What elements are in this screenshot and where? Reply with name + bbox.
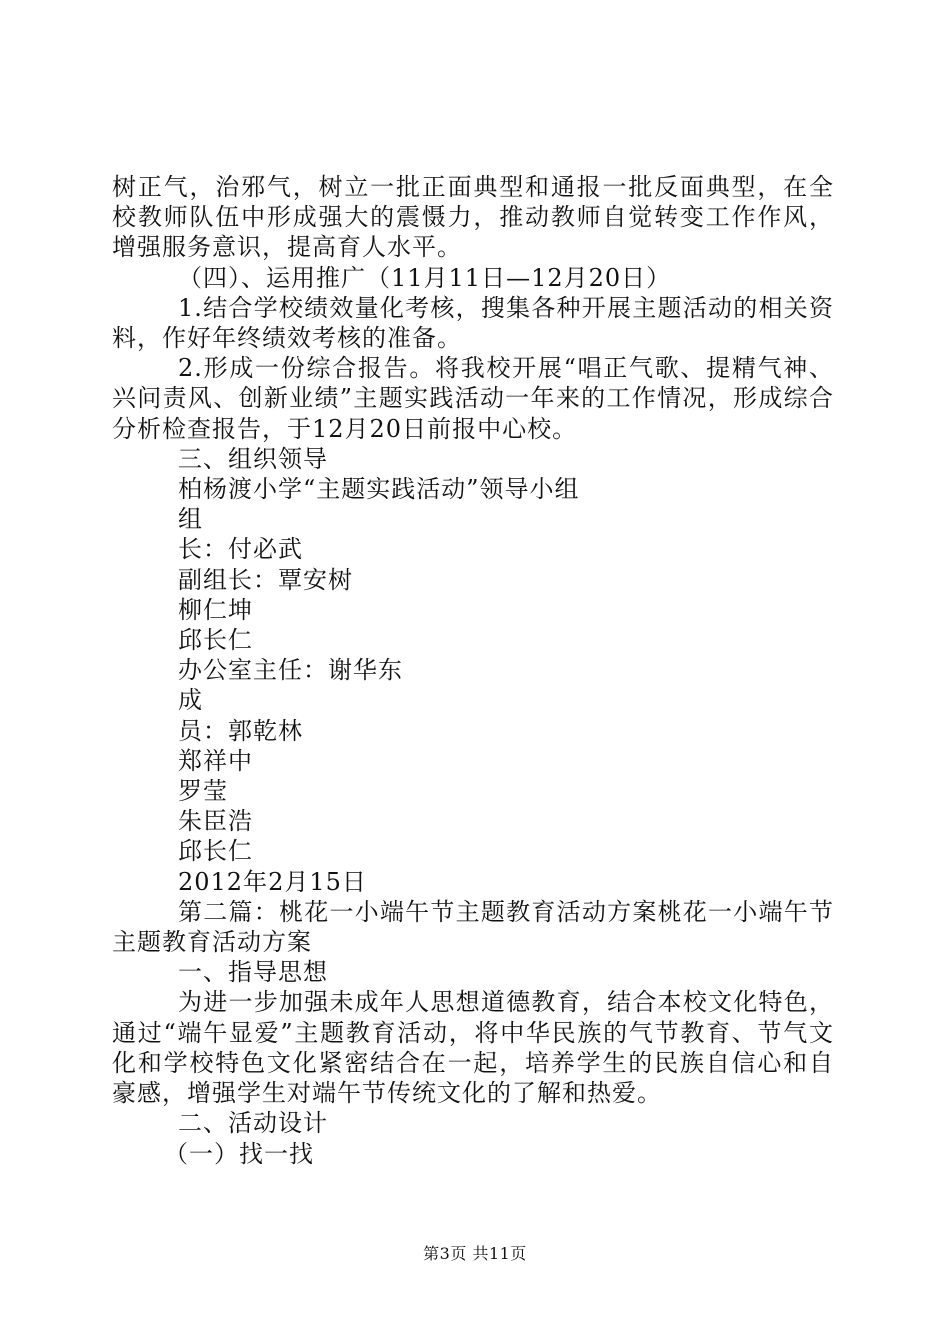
date-line: 2012年2月15日 (178, 867, 367, 896)
list-item: 长：付必武 (178, 535, 303, 564)
list-item: 成 (178, 686, 203, 715)
document-body (112, 172, 834, 1169)
list-item: 组 (178, 505, 203, 534)
list-item: 郑祥中 (178, 746, 253, 775)
chapter-title: 第二篇：桃花一小端午节主题教育活动方案桃花一小端午节主题教育活动方案 (112, 897, 834, 957)
list-item: 邱长仁 (178, 837, 253, 866)
list-item: 员：郭乾林 (178, 716, 303, 745)
paragraph: 2.形成一份综合报告。将我校开展“唱正气歌、提精气神、兴问责风、创新业绩”主题实践活动一年来的工作情况，形成综合分析检查报告，于12月20日前报中心校。 (112, 354, 834, 443)
list-item: 办公室主任：谢华东 (178, 656, 403, 685)
list-item: 朱臣浩 (178, 807, 253, 836)
section-heading: （四）、运用推广（11月11日—12月20日） (178, 263, 672, 292)
section-heading: 一、指导思想 (178, 958, 328, 987)
section-heading: 二、活动设计 (178, 1109, 328, 1138)
list-item: 柳仁坤 (178, 595, 253, 624)
group-title: 柏杨渡小学“主题实践活动”领导小组 (178, 475, 580, 504)
page-number-label: 第3页 共11页 (423, 1244, 527, 1263)
list-item: 罗莹 (178, 777, 228, 806)
page-footer (0, 1241, 950, 1264)
paragraph: 1.结合学校绩效量化考核，搜集各种开展主题活动的相关资料，作好年终绩效考核的准备。 (112, 293, 834, 353)
paragraph: 树正气，治邪气，树立一批正面典型和通报一批反面典型，在全校教师队伍中形成强大的震慑力，推动教师自觉转变工作作风，增强服务意识，提高育人水平。 (112, 173, 834, 262)
section-heading: 三、组织领导 (178, 444, 328, 473)
paragraph: 为进一步加强未成年人思想道德教育，结合本校文化特色，通过“端午显爱”主题教育活动，将中华民族的气节教育、节气文化和学校特色文化紧密结合在一起，培养学生的民族自信心和自豪感，增强学生对端午节传统文化的了解和热爱。 (112, 988, 834, 1108)
list-item: 邱长仁 (178, 626, 253, 655)
section-heading: （一）找一找 (164, 1139, 314, 1168)
list-item: 副组长：覃安树 (178, 565, 353, 594)
